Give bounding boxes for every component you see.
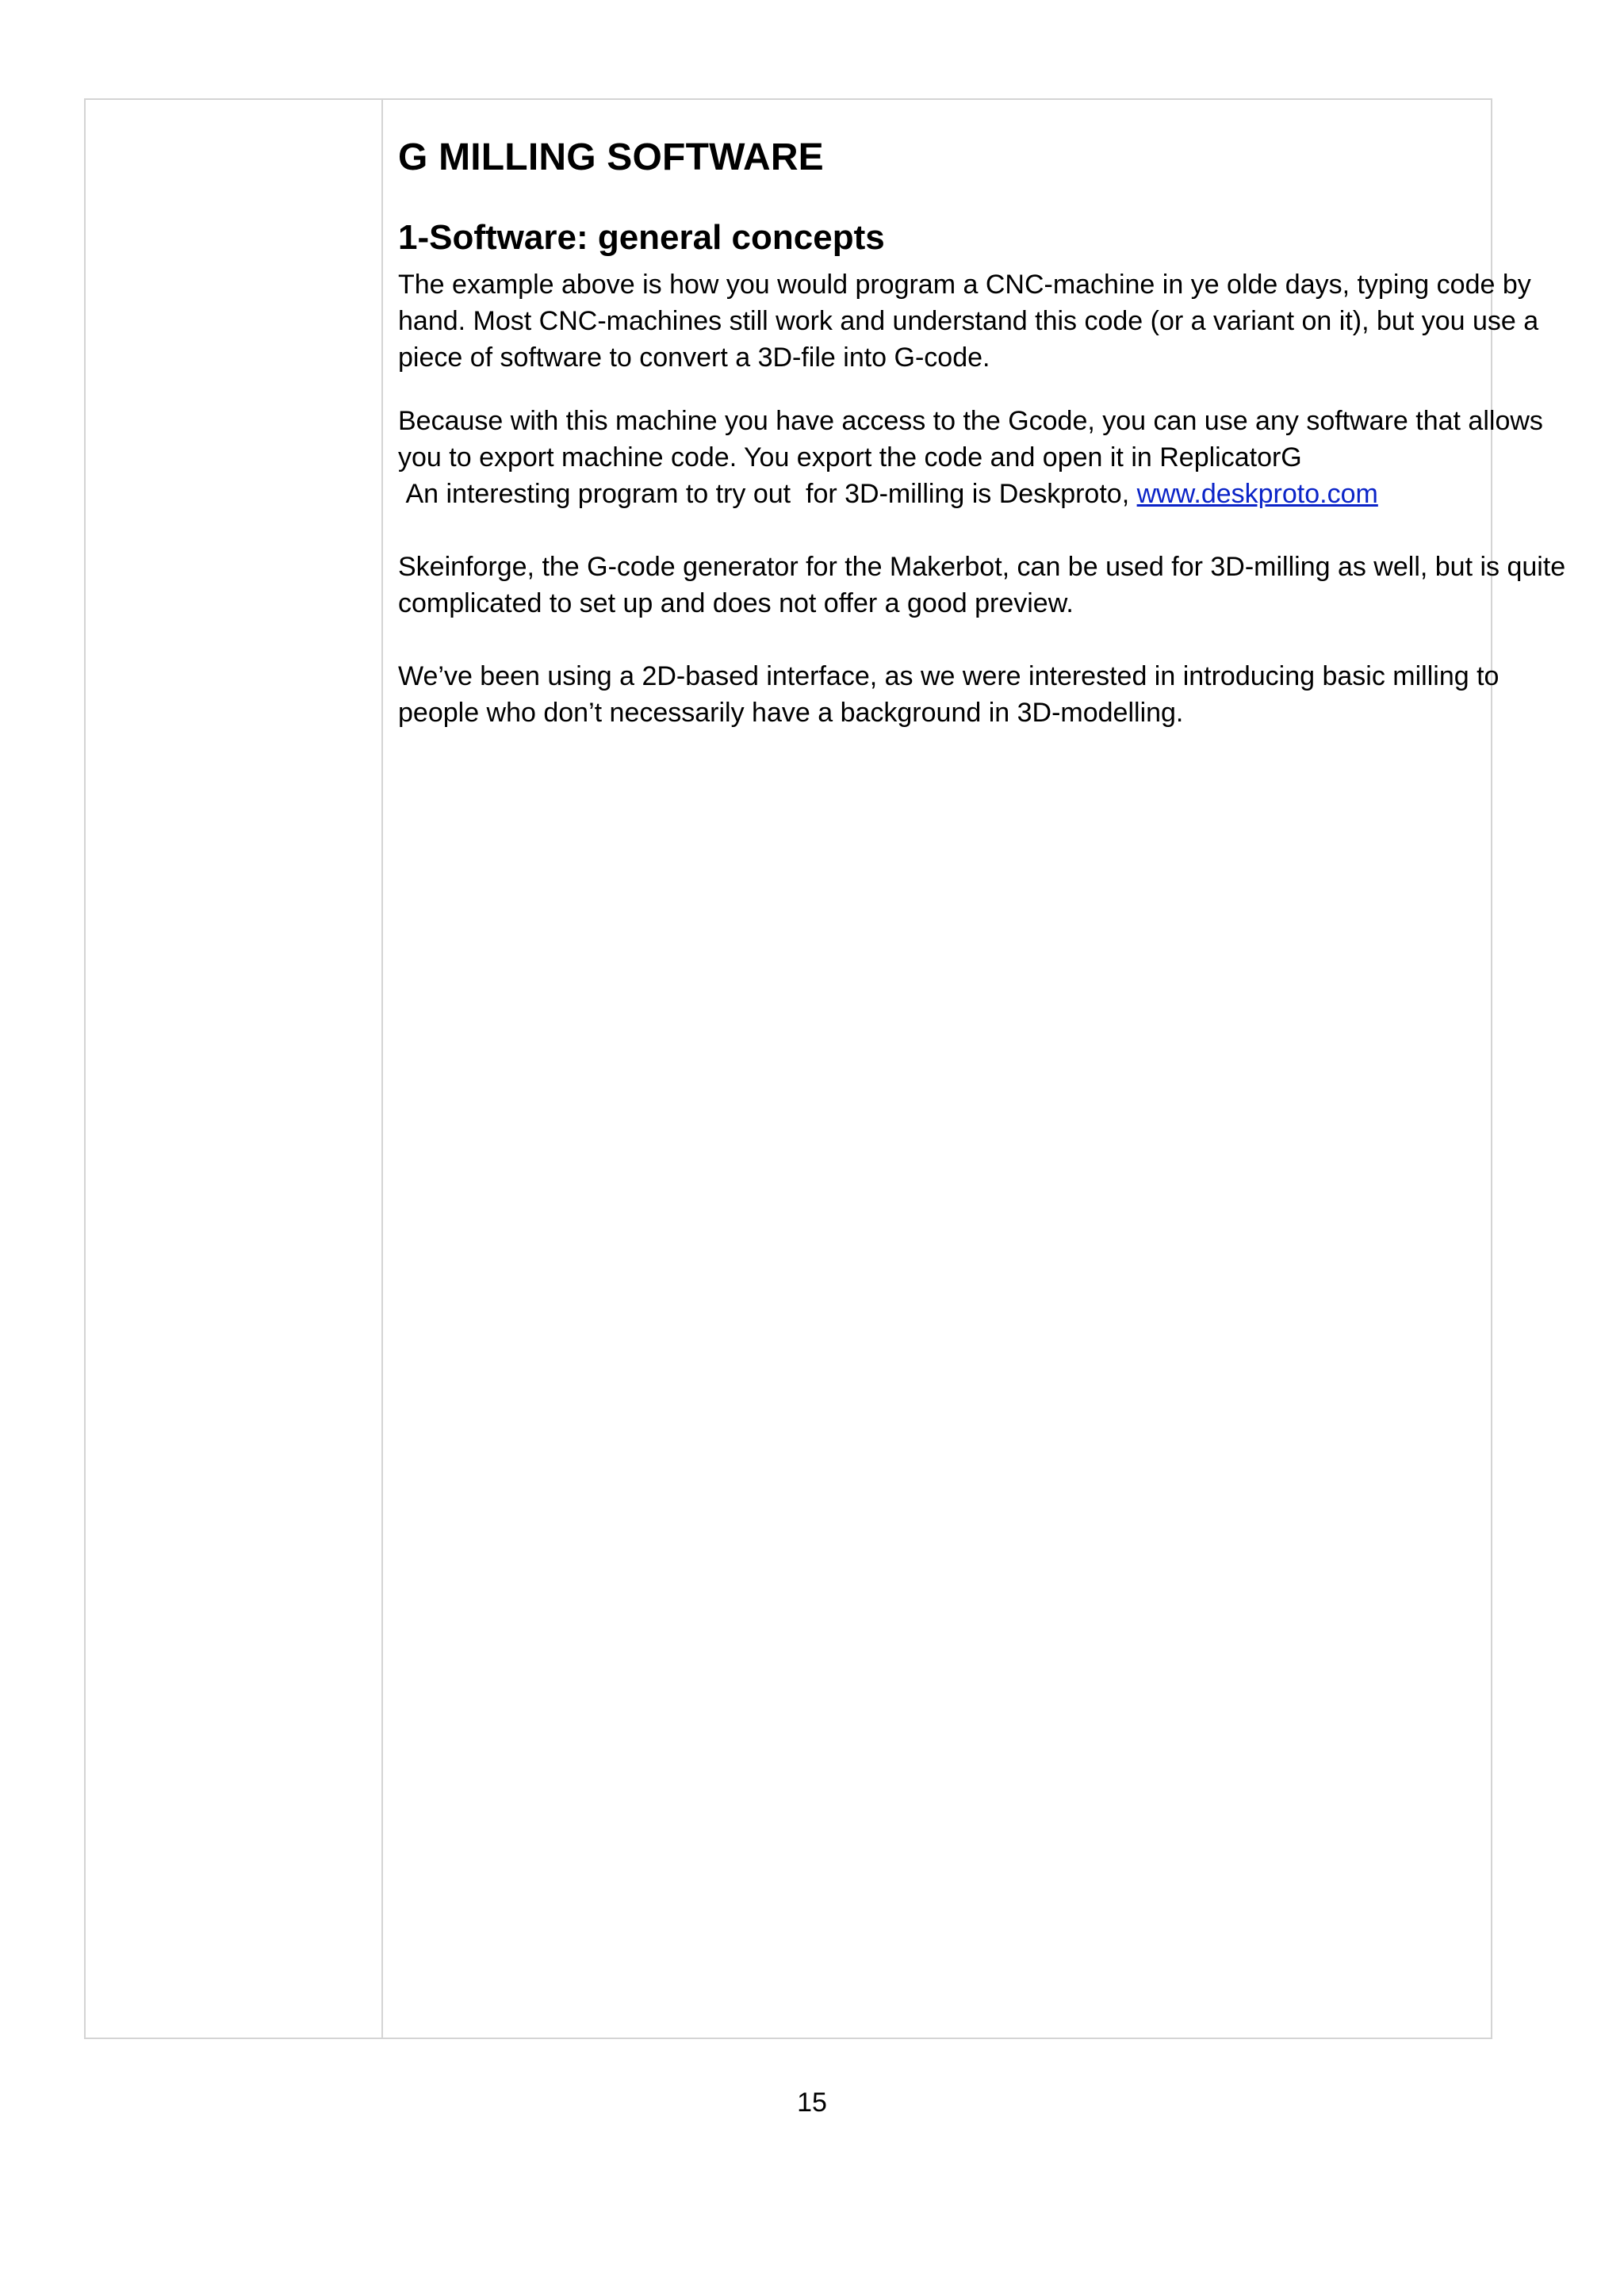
main-content-cell — [398, 135, 1573, 731]
subsection-title: 1-Software: general concepts — [398, 217, 885, 257]
paragraph-2d-interface: We’ve been using a 2D-based interface, as we were interested in introducing basic milling to people who don’t necessarily have a background in 3D-modelling. — [398, 661, 1507, 729]
paragraph-general-concepts: The example above is how you would program a CNC-machine in ye olde days, typing code by hand. Most CNC-machines still work and understand this code (or a variant on it), but you use a piece of software to convert a 3D-file into G-code. — [398, 270, 1546, 373]
content-table-frame — [84, 98, 1573, 2039]
paragraph-gcode-access — [398, 403, 1568, 512]
section-title: G MILLING SOFTWARE — [398, 136, 824, 178]
paragraph-skeinforge: Skeinforge, the G-code generator for the Makerbot, can be used for 3D-milling as well, but is quite complicated to set up and does not offer a good preview. — [398, 552, 1573, 619]
deskproto-sentence: An interesting program to try out for 3D-milling is Deskproto, — [398, 479, 1137, 510]
page-number: 15 — [797, 2087, 827, 2118]
deskproto-link[interactable]: www.deskproto.com — [1136, 479, 1378, 510]
paragraph-gcode-access-text: Because with this machine you have access to the Gcode, you can use any software that allows you to export machine code. You export the code and open it in ReplicatorG — [398, 406, 1551, 473]
left-margin-column — [86, 100, 383, 2038]
